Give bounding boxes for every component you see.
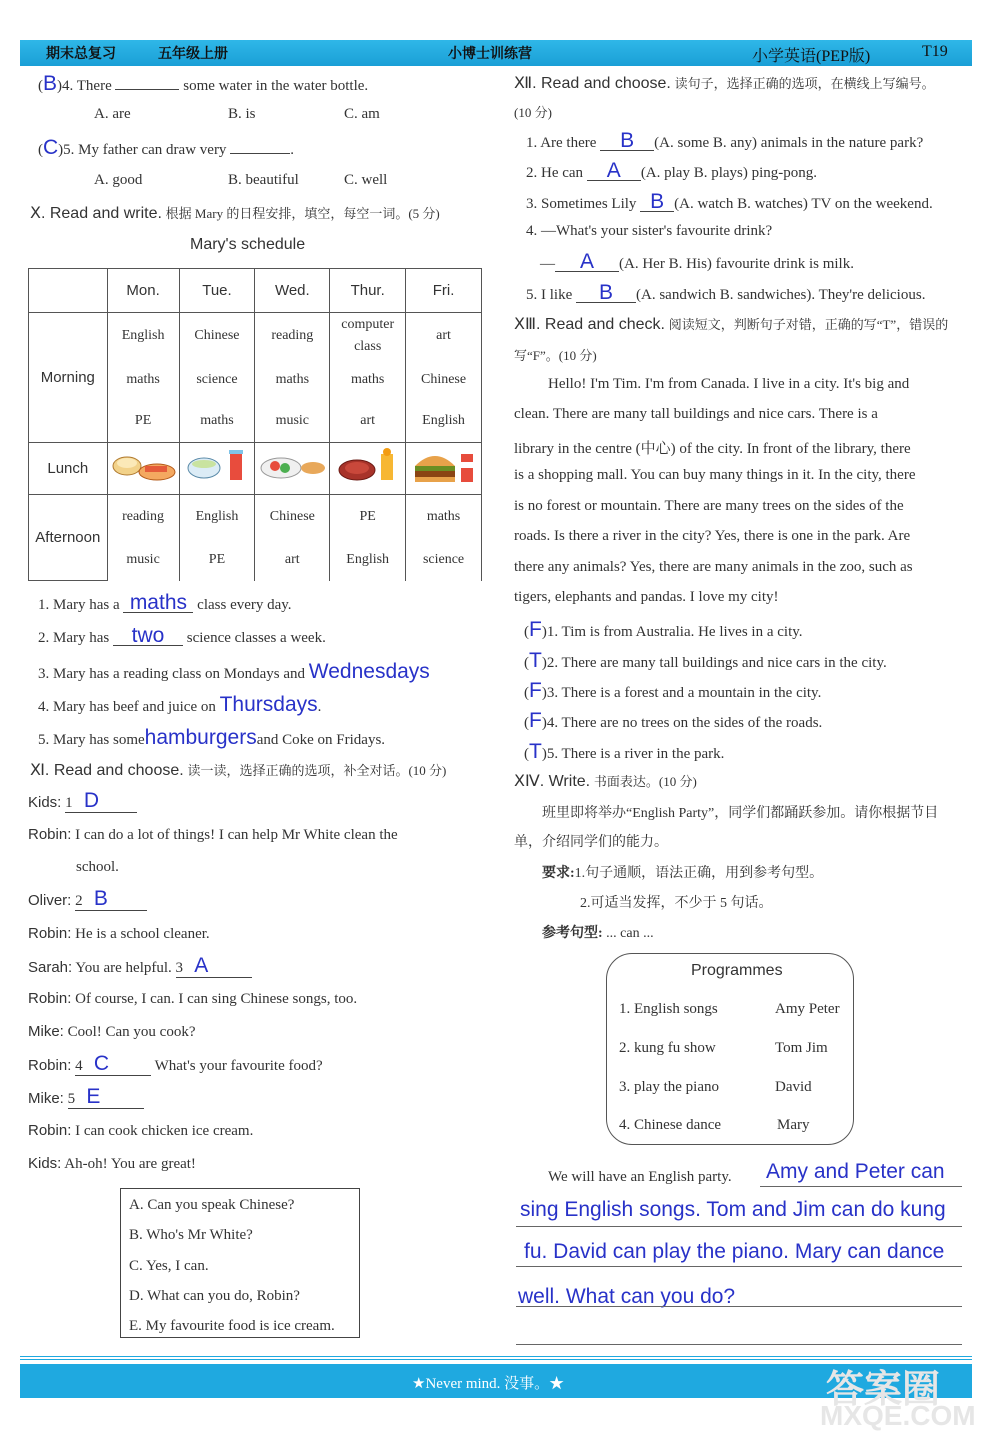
q4-opt-b: B. is (228, 106, 256, 122)
section-10-heading: Ⅹ. Read and write. 根据 Mary 的日程安排，填空，每空一词。(5 分) (30, 205, 440, 222)
passage-line-8: tigers, elephants and pandas. I love my city! (514, 589, 779, 605)
day-mon: Mon. (107, 269, 179, 313)
sec12-item-4-answer: — A (A. Her B. His) favourite drink is milk. (540, 250, 854, 273)
passage-line-4: is a shopping mall. You can buy many things in it. In the city, there (514, 467, 916, 483)
sec14-reference: 参考句型: ... can ... (542, 926, 654, 941)
essay-answer-1: Amy and Peter can (766, 1160, 945, 1183)
row-afternoon: Afternoon (29, 495, 108, 581)
schedule-title: Mary's schedule (190, 236, 306, 253)
question-5: (C)5. My father can draw very . (38, 136, 294, 159)
header-bar (20, 40, 972, 66)
lunch-mon-image (107, 443, 179, 495)
q4-opt-c: C. am (344, 106, 380, 122)
option-d: D. What can you do, Robin? (129, 1288, 300, 1304)
check-item-5: (T)5. There is a river in the park. (524, 740, 725, 763)
header-center: 小博士训练营 (448, 47, 532, 62)
passage-line-2: clean. There are many tall buildings and nice cars. There is a (514, 406, 878, 422)
dialogue-line-11: Kids: Ah-oh! You are great! (28, 1155, 196, 1172)
sec12-item-1: 1. Are there B (A. some B. any) animals in the nature park? (526, 129, 924, 152)
q5-opt-a: A. good (94, 172, 143, 188)
sec10-item-5: 5. Mary has somehamburgersand Coke on Fridays. (38, 726, 386, 749)
lunch-tue-image (179, 443, 255, 495)
passage-line-7: there any animals? Yes, there are many animals in the zoo, such as (514, 559, 913, 575)
check-item-1: (F)1. Tim is from Australia. He lives in a city. (524, 618, 803, 641)
essay-answer-4: well. What can you do? (518, 1285, 736, 1308)
watermark-url: MXQE.COM (820, 1400, 976, 1431)
header-left2: 五年级上册 (158, 47, 228, 62)
sec10-item-3: 3. Mary has a reading class on Mondays and Wednesdays (38, 660, 430, 683)
sec12-item-5: 5. I like B (A. sandwich B. sandwiches). They're delicious. (526, 281, 926, 304)
programmes-box (606, 953, 854, 1145)
day-fri: Fri. (406, 269, 482, 313)
question-4: (B)4. There some water in the water bottle. (38, 72, 369, 95)
programme-2-performers: Tom Jim (775, 1040, 828, 1056)
sec12-item-2: 2. He can A (A. play B. plays) ping-pong. (526, 159, 818, 182)
sec10-item-2: 2. Mary has two science classes a week. (38, 624, 326, 647)
dialogue-line-8: Robin: 4 C What's your favourite food? (28, 1052, 323, 1075)
programme-1-performers: Amy Peter (775, 1001, 840, 1017)
day-tue: Tue. (179, 269, 255, 313)
dialogue-line-7: Mike: Cool! Can you cook? (28, 1023, 196, 1040)
row-morning: Morning (29, 313, 108, 443)
lunch-wed-image (255, 443, 330, 495)
programme-4: 4. Chinese dance (619, 1117, 722, 1133)
dialogue-line-4: Robin: He is a school cleaner. (28, 925, 210, 942)
sec12-item-4: 4. —What's your sister's favourite drink? (526, 223, 773, 239)
programmes-title: Programmes (691, 962, 783, 979)
dialogue-line-5: Sarah: You are helpful. 3 A (28, 957, 252, 978)
lunch-thur-image (330, 443, 406, 495)
option-b: B. Who's Mr White? (129, 1227, 253, 1243)
watermark-logo: 答案圈 (826, 1369, 941, 1411)
sec12-item-3: 3. Sometimes Lily B (A. watch B. watches) TV on the weekend. (526, 190, 933, 213)
schedule-table: Mon. Tue. Wed. Thur. Fri. Morning English Chinese reading computer class art maths science maths maths Chinese PE maths music art English Lunch Afternoon reading English Chinese PE maths music PE art English science (28, 268, 482, 581)
answer-mark: B (43, 72, 58, 95)
q4-opt-a: A. are (94, 106, 131, 122)
programme-2: 2. kung fu show (619, 1040, 716, 1056)
essay-answer-3: fu. David can play the piano. Mary can dance (524, 1240, 945, 1263)
dialogue-line-6: Robin: Of course, I can. I can sing Chinese songs, too. (28, 990, 358, 1007)
passage-line-1: Hello! I'm Tim. I'm from Canada. I live in a city. It's big and (548, 376, 910, 392)
option-e: E. My favourite food is ice cream. (129, 1318, 335, 1334)
dialogue-line-2b: school. (76, 859, 119, 875)
header-subject: 小学英语(PEP版) (752, 48, 871, 65)
footer-motto: ★Never mind. 没事。★ (412, 1376, 565, 1392)
sec14-requirement-1: 要求:1.句子通顺，语法正确，用到参考句型。 (542, 866, 824, 881)
q5-opt-c: C. well (344, 172, 388, 188)
lunch-fri-image (406, 443, 482, 495)
section-12-heading: Ⅻ. Read and choose. 读句子，选择正确的选项，在横线上写编号。 (514, 75, 935, 92)
programme-4-performers: Mary (777, 1117, 810, 1133)
dialogue-line-9: Mike: 5 E (28, 1088, 144, 1109)
day-thur: Thur. (330, 269, 406, 313)
section-13-heading: ⅩⅢ. Read and check. 阅读短文，判断句子对错，正确的写“T”，错误的 (514, 316, 949, 333)
passage-line-3: library in the centre (中心) of the city. In front of the library, there (514, 441, 911, 457)
header-page: T19 (922, 43, 948, 60)
passage-line-6: roads. Is there a river in the city? Yes, there is one in the park. Are (514, 528, 911, 544)
programme-3: 3. play the piano (619, 1079, 719, 1095)
option-a: A. Can you speak Chinese? (129, 1197, 295, 1213)
dialogue-line-1: Kids: 1 D (28, 792, 137, 813)
dialogue-line-10: Robin: I can cook chicken ice cream. (28, 1122, 254, 1139)
sec14-para-1: 班里即将举办“English Party”，同学们都踊跃参加。请你根据节目 (542, 806, 939, 821)
programme-1: 1. English songs (619, 1001, 718, 1017)
header-left1: 期末总复习 (46, 47, 116, 62)
options-box (120, 1188, 360, 1338)
section-14-heading: ⅩⅣ. Write. 书面表达。(10 分) (514, 773, 697, 790)
programme-3-performers: David (775, 1079, 812, 1095)
check-item-4: (F)4. There are no trees on the sides of the roads. (524, 709, 823, 732)
check-item-3: (F)3. There is a forest and a mountain in the city. (524, 679, 822, 702)
sec13-instr2: 写“F”。(10 分) (514, 348, 597, 363)
q5-opt-b: B. beautiful (228, 172, 299, 188)
essay-lead: We will have an English party. (548, 1169, 732, 1185)
passage-line-5: is no forest or mountain. There are many trees on the sides of the (514, 498, 904, 514)
sec10-item-4: 4. Mary has beef and juice on Thursdays. (38, 693, 322, 716)
sec14-para-2: 单，介绍同学们的能力。 (514, 835, 668, 850)
dialogue-line-2: Robin: I can do a lot of things! I can help Mr White clean the (28, 826, 398, 843)
dialogue-line-3: Oliver: 2 B (28, 890, 147, 911)
option-c: C. Yes, I can. (129, 1258, 209, 1274)
check-item-2: (T)2. There are many tall buildings and nice cars in the city. (524, 649, 887, 672)
sec14-requirement-2: 2.可适当发挥，不少于 5 句话。 (580, 896, 773, 911)
sec12-score: (10 分) (514, 105, 552, 120)
essay-answer-2: sing English songs. Tom and Jim can do kung (520, 1198, 946, 1221)
row-lunch: Lunch (29, 443, 108, 495)
sec10-item-1: 1. Mary has a maths class every day. (38, 591, 292, 614)
day-wed: Wed. (255, 269, 330, 313)
section-11-heading: Ⅺ. Read and choose. 读一读，选择正确的选项，补全对话。(10 分) (30, 762, 447, 779)
